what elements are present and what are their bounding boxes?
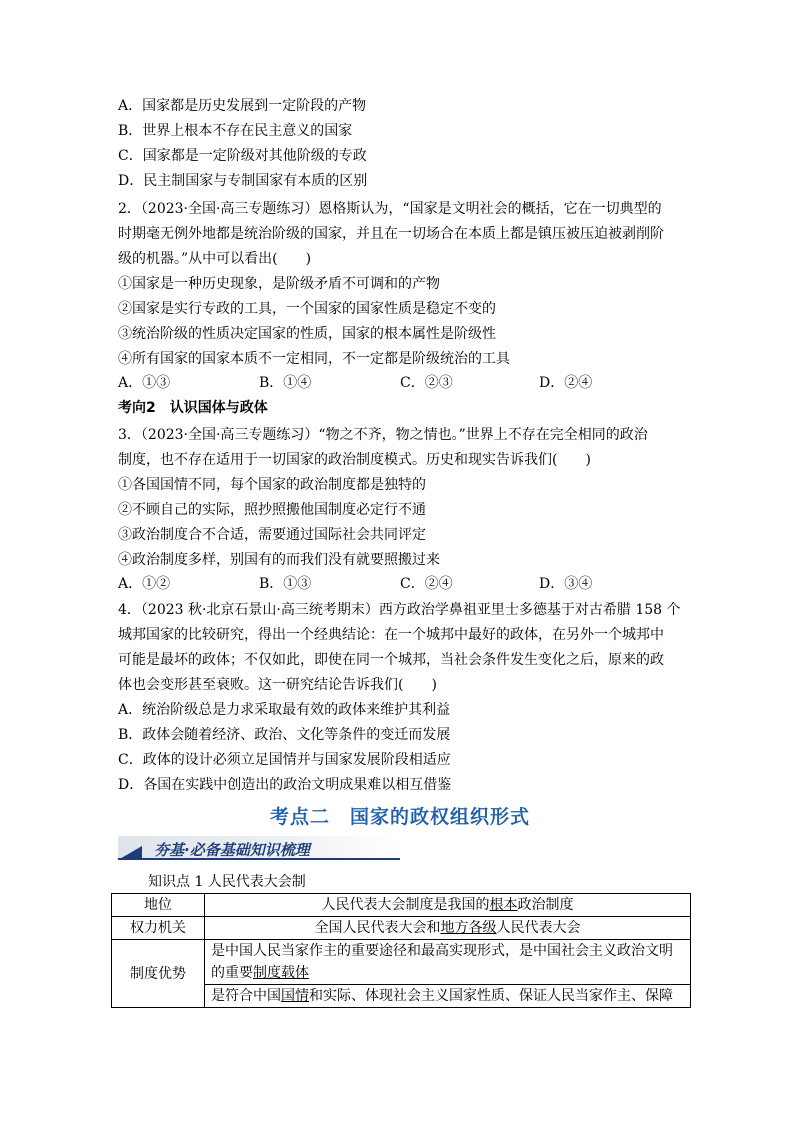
- banner-label: 夯基·必备基础知识梳理: [154, 841, 310, 859]
- table-row: [112, 894, 691, 917]
- q2-statement: ①国家是一种历史现象，是阶级矛盾不可调和的产物: [118, 276, 440, 292]
- q1-option-a: A．国家都是历史发展到一定阶段的产物: [118, 98, 367, 114]
- q3-choice-a: A．①②: [118, 576, 171, 592]
- row-content: 是中国人民当家作主的重要途径和最高实现形式，是中国社会主义政治文明 的重要制度载体: [205, 940, 691, 985]
- table-row: [112, 940, 691, 985]
- q3-statement: ④政治制度多样，别国有的而我们没有就要照搬过来: [118, 552, 440, 568]
- q2-choice-d: D．②④: [539, 375, 593, 391]
- knowledge-table: [111, 893, 691, 1008]
- section-title: 考点二 国家的政权组织形式: [269, 806, 530, 828]
- q2-stem-line: 2．（2023·全国·高三专题练习）恩格斯认为，“国家是文明社会的概括，它在一切典型的: [118, 201, 662, 217]
- q3-choice-b: B．①③: [259, 576, 312, 592]
- row-label: 制度优势: [112, 940, 205, 1008]
- table-row: [112, 917, 691, 940]
- section-banner: [118, 836, 400, 862]
- q4-option-c: C．政体的设计必须立足国情并与国家发展阶段相适应: [118, 752, 451, 768]
- q3-choice-d: D．③④: [539, 576, 593, 592]
- q1-option-b: B．世界上根本不存在民主意义的国家: [118, 123, 353, 139]
- q4-stem-line: 城邦国家的比较研究，得出一个经典结论：在一个城邦中最好的政体，在另外一个城邦中: [118, 627, 664, 643]
- row-content: 全国人民代表大会和地方各级人民代表大会: [205, 917, 691, 940]
- row-content: 人民代表大会制度是我国的根本政治制度: [205, 894, 691, 917]
- q3-statement: ③政治制度合不合适，需要通过国际社会共同评定: [118, 527, 426, 543]
- underlined-keyword: 根本: [489, 897, 518, 913]
- underlined-keyword: 制度载体: [253, 965, 309, 981]
- q3-stem-line: 3．（2023·全国·高三专题练习）“物之不齐，物之情也。”世界上不存在完全相同的政治: [118, 427, 648, 443]
- q2-choice-b: B．①④: [259, 375, 312, 391]
- q3-choice-c: C．②④: [400, 576, 453, 592]
- q3-statement: ②不顾自己的实际，照抄照搬他国制度必定行不通: [118, 502, 426, 518]
- q4-option-b: B．政体会随着经济、政治、文化等条件的变迁而发展: [118, 727, 451, 743]
- q2-statement: ③统治阶级的性质决定国家的性质，国家的根本属性是阶级性: [118, 326, 496, 342]
- row-label: 地位: [112, 894, 205, 917]
- underlined-keyword: 地方各级: [440, 920, 497, 936]
- q4-stem-line: 可能是最坏的政体；不仅如此，即使在同一个城邦，当社会条件发生变化之后，原来的政: [118, 652, 664, 668]
- q4-option-d: D．各国在实践中创造出的政治文明成果难以相互借鉴: [118, 777, 452, 793]
- knowledge-point-title: 知识点 1 人民代表大会制: [148, 874, 306, 890]
- row-label: 权力机关: [112, 917, 205, 940]
- q2-statement: ④所有国家的国家本质不一定相同，不一定都是阶级统治的工具: [118, 351, 510, 367]
- q3-statement: ①各国国情不同，每个国家的政治制度都是独特的: [118, 477, 426, 493]
- q4-stem-line: 4．（2023 秋·北京石景山·高三统考期末）西方政治学鼻祖亚里士多德基于对古希腊 158 个: [118, 602, 681, 618]
- q2-choice-c: C．②③: [400, 375, 453, 391]
- q2-statement: ②国家是实行专政的工具，一个国家的国家性质是稳定不变的: [118, 301, 496, 317]
- topic-heading: 考向2 认识国体与政体: [118, 400, 268, 416]
- q2-stem-line: 级的机器。”从中可以看出( ): [118, 251, 312, 267]
- q3-stem-line: 制度，也不存在适用于一切国家的政治制度模式。历史和现实告诉我们( ): [118, 452, 591, 468]
- q4-option-a: A．统治阶级总是力求采取最有效的政体来维护其利益: [118, 702, 451, 718]
- row-content: 是符合中国国情和实际、体现社会主义国家性质、保证人民当家作主、保障: [205, 985, 691, 1008]
- q1-option-c: C．国家都是一定阶级对其他阶级的专政: [118, 148, 367, 164]
- q2-choice-a: A．①③: [118, 375, 171, 391]
- q4-stem-line: 体也会变形甚至衰败。这一研究结论告诉我们( ): [118, 677, 437, 693]
- underlined-keyword: 国情: [281, 988, 309, 1004]
- q1-option-d: D．民主制国家与专制国家有本质的区别: [118, 173, 368, 189]
- q2-stem-line: 时期毫无例外地都是统治阶级的国家，并且在一切场合在本质上都是镇压被压迫被剥削阶: [118, 226, 664, 242]
